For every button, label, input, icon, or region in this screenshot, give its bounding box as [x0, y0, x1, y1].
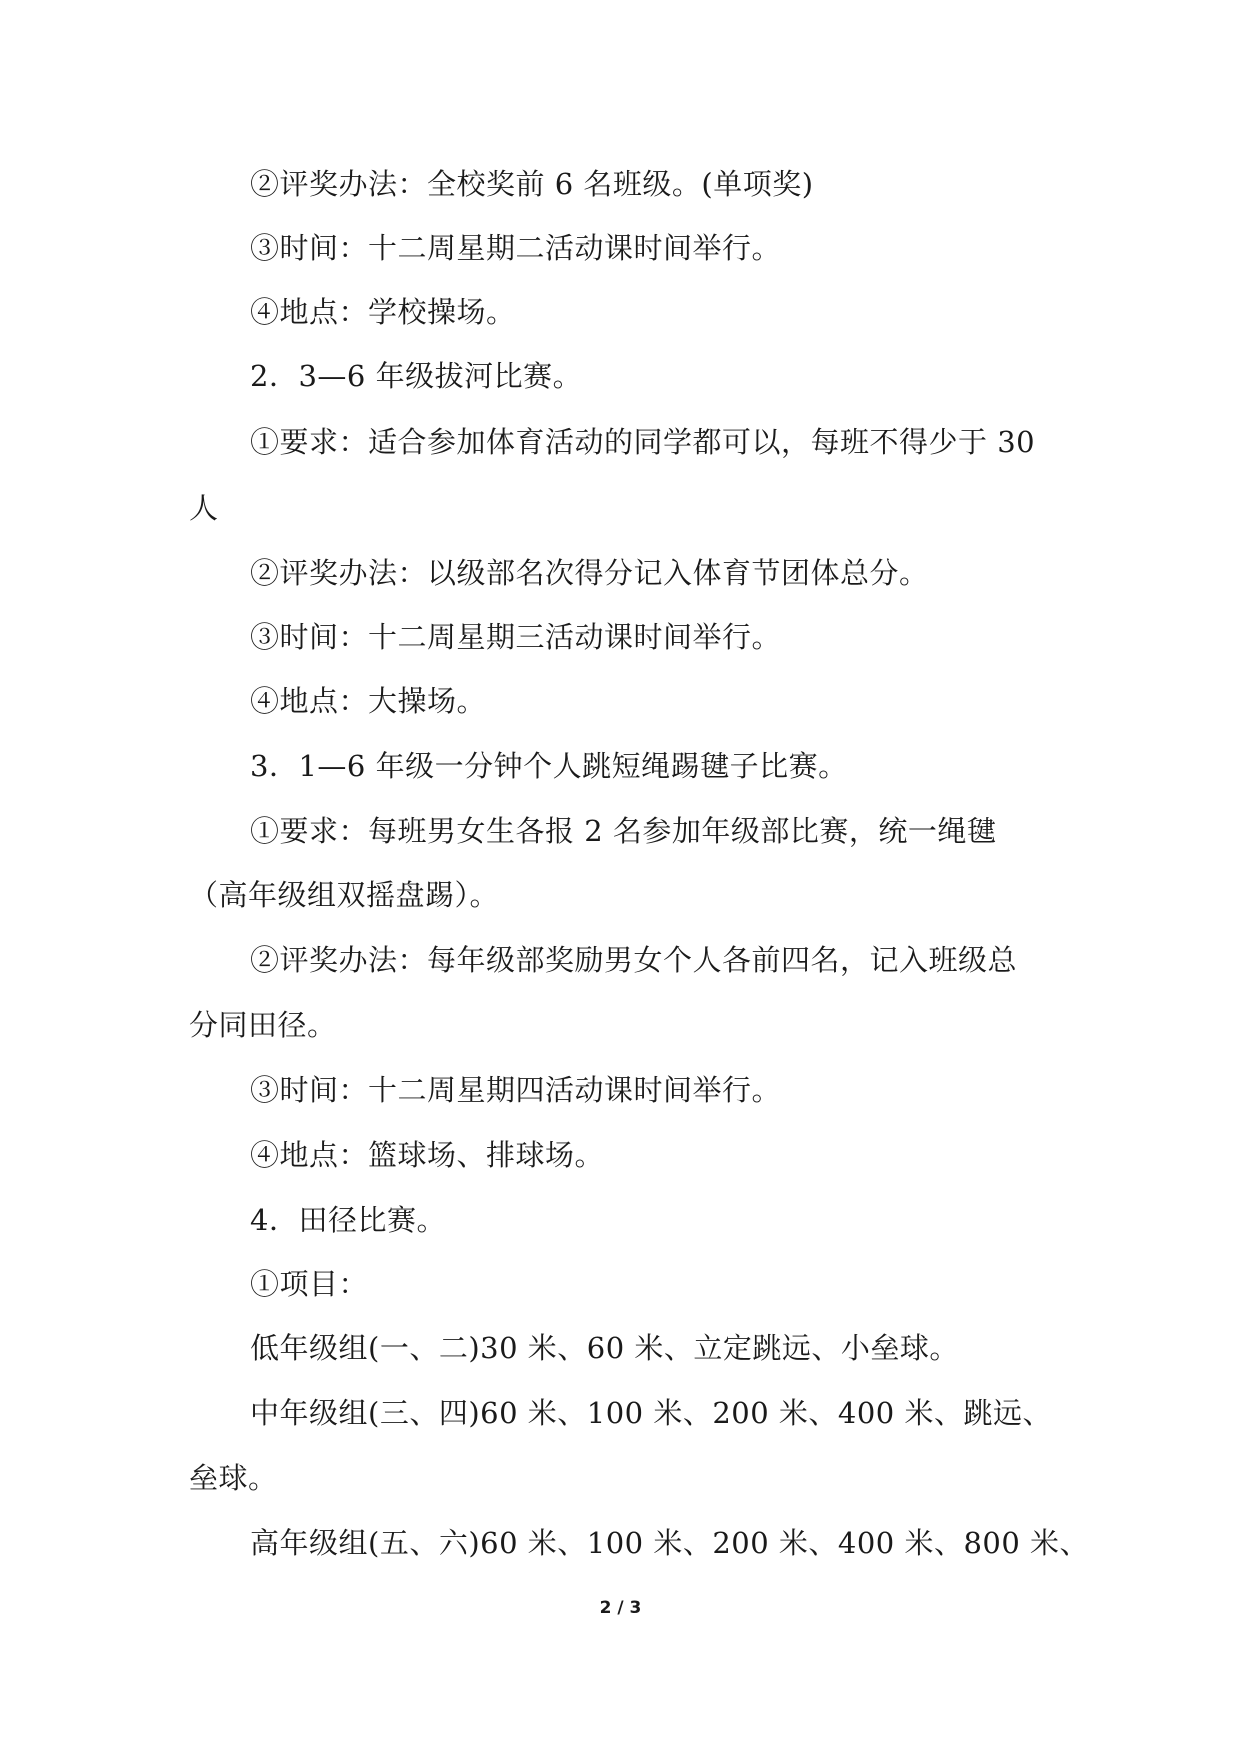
paragraph-line: ②评奖办法：全校奖前 6 名班级。(单项奖) — [250, 167, 814, 201]
paragraph-line: ②评奖办法：每年级部奖励男女个人各前四名，记入班级总 — [250, 943, 1018, 977]
paragraph-line: ③时间：十二周星期二活动课时间举行。 — [250, 231, 782, 265]
paragraph-line: 中年级组(三、四)60 米、100 米、200 米、400 米、跳远、 — [250, 1396, 1052, 1430]
paragraph-line: 高年级组(五、六)60 米、100 米、200 米、400 米、800 米、 — [250, 1526, 1090, 1560]
section-heading: 3．1—6 年级一分钟个人跳短绳踢毽子比赛。 — [250, 749, 848, 783]
paragraph-line: ①要求：适合参加体育活动的同学都可以，每班不得少于 30 — [250, 425, 1036, 459]
paragraph-line: ③时间：十二周星期四活动课时间举行。 — [250, 1073, 782, 1107]
paragraph-line: ④地点：学校操场。 — [250, 295, 516, 329]
section-heading: 2．3—6 年级拔河比赛。 — [250, 359, 583, 393]
paragraph-line: ③时间：十二周星期三活动课时间举行。 — [250, 620, 782, 654]
paragraph-line: 人 — [189, 491, 219, 525]
paragraph-line: ④地点：篮球场、排球场。 — [250, 1138, 605, 1172]
paragraph-line: 分同田径。 — [189, 1008, 337, 1042]
paragraph-line: （高年级组双摇盘踢）。 — [189, 878, 500, 912]
paragraph-line: 低年级组(一、二)30 米、60 米、立定跳远、小垒球。 — [250, 1331, 959, 1365]
paragraph-line: ④地点：大操场。 — [250, 684, 487, 718]
paragraph-line: ②评奖办法：以级部名次得分记入体育节团体总分。 — [250, 556, 929, 590]
section-heading: 4．田径比赛。 — [250, 1203, 446, 1237]
paragraph-line: ①要求：每班男女生各报 2 名参加年级部比赛，统一绳毽 — [250, 814, 997, 848]
paragraph-line: 垒球。 — [189, 1461, 278, 1495]
paragraph-line: ①项目： — [250, 1267, 369, 1301]
page-number: 2 / 3 — [599, 1598, 642, 1618]
